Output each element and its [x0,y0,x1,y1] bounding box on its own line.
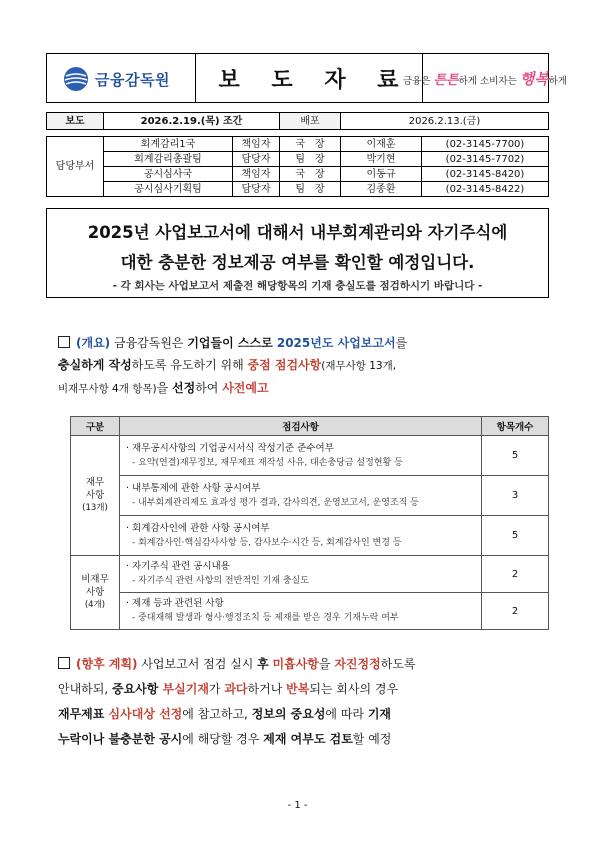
table-row: · 재무공시사항의 기업공시서식 작성기준 준수여부 - 요약(연결)재무정보, 재무제표 재작성 사유, 대손충당금 설정현황 등 [120,436,482,476]
table-row: · 제재 등과 관련된 사항 - 중대재해 발생과 형사·행정조치 등 제재를 받은 경우 기재누락 여부 [120,593,482,630]
dist-value: 2026.2.13.(금) [341,113,549,130]
release-value: 2026.2.19.(목) 조간 [104,113,280,130]
slogan-cell [402,54,568,102]
dist-label: 배포 [280,113,341,130]
headline-line1: 2025년 사업보고서에 대해서 내부회계관리와 자기주식에 [87,223,508,242]
overview-paragraph: (개요) 금융감독원은 기업들이 스스로 2025년도 사업보고서를 충실하게 작성하도록 유도하기 위해 중점 점검사항(재무사항 13개, 비재무사항 4개 항목)을 선정하여 사전예고 [58,336,408,395]
dept-name: 회계감리총괄팀 [104,152,233,167]
dept-person: 이동규 [341,167,422,182]
dept-title: 팀 장 [280,152,341,167]
item-count: 2 [482,593,549,630]
table-row: · 내부통제에 관한 사항 공시여부 - 내부회계관리제도 효과성 평가 결과, 감사의견, 운영보고서, 운영조직 등 [120,476,482,516]
checkbox-bullet-icon [58,657,70,669]
dept-title: 팀 장 [280,182,341,197]
dept-name: 공시심사기획팀 [104,182,233,197]
logo-cell [47,54,196,102]
document-header [46,53,568,103]
col-header: 구분 [71,417,120,436]
table-row: · 자기주식 관련 공시내용 - 자기주식 관련 사항의 전반적인 기재 충실도 [120,556,482,593]
dept-person: 이재훈 [341,137,422,152]
item-count: 5 [482,436,549,476]
checkbox-bullet-icon [58,336,70,348]
dept-person: 박기현 [341,152,422,167]
dept-phone: (02-3145-7702) [422,152,549,167]
headline-box [46,208,549,298]
fss-logo-icon [63,66,89,92]
category-nonfinancial: 비재무 사항 (4개) [71,556,120,630]
dept-role: 책임자 [233,137,280,152]
dept-phone: (02-3145-8420) [422,167,549,182]
release-info-table [46,112,549,197]
slogan: 금융은 튼튼하게 소비자는 행복하게 [402,69,568,88]
dept-label: 담당부서 [47,137,104,197]
headline-line2: 대한 충분한 정보제공 여부를 확인할 예정입니다. [120,253,475,272]
org-name: 금융감독원 [95,71,170,89]
dept-phone: (02-3145-7700) [422,137,549,152]
dept-title: 국 장 [280,167,341,182]
title-cell [195,54,423,102]
dept-person: 김종환 [341,182,422,197]
plan-paragraph: (향후 계획) 사업보고서 점검 실시 후 미흡사항을 자진정정하도록 안내하되, 중요사항 부실기재가 과다하거나 반복되는 회사의 경우 재무제표 심사대상 선정에 참고하고, 정보의 중요성에 따라 기재 누락이나 불충분한 공시에 해당할 경우 제재 여부도 검토할 예정 [58,657,416,746]
item-count: 5 [482,516,549,556]
category-financial: 재무 사항 (13개) [71,436,120,556]
dept-name: 회계감리1국 [104,137,233,152]
dept-title: 국 장 [280,137,341,152]
item-count: 2 [482,556,549,593]
document-title: 보 도 자 료 [218,67,411,93]
release-label: 보도 [47,113,104,130]
dept-role: 담당자 [233,182,280,197]
headline-subline: - 각 회사는 사업보고서 제출전 해당항목의 기재 충실도를 점검하시기 바랍니다 - [112,280,483,292]
dept-phone: (02-3145-8422) [422,182,549,197]
col-header: 항목개수 [482,417,549,436]
page-number: - 1 - [287,800,308,811]
col-header: 점검사항 [120,417,482,436]
item-count: 3 [482,476,549,516]
dept-name: 공시심사국 [104,167,233,182]
dept-role: 담당자 [233,152,280,167]
inspection-items-table [70,416,549,630]
dept-role: 책임자 [233,167,280,182]
table-row: · 회계감사인에 관한 사항 공시여부 - 회계감사인·핵심감사사항 등, 감사보수·시간 등, 회계감사인 변경 등 [120,516,482,556]
